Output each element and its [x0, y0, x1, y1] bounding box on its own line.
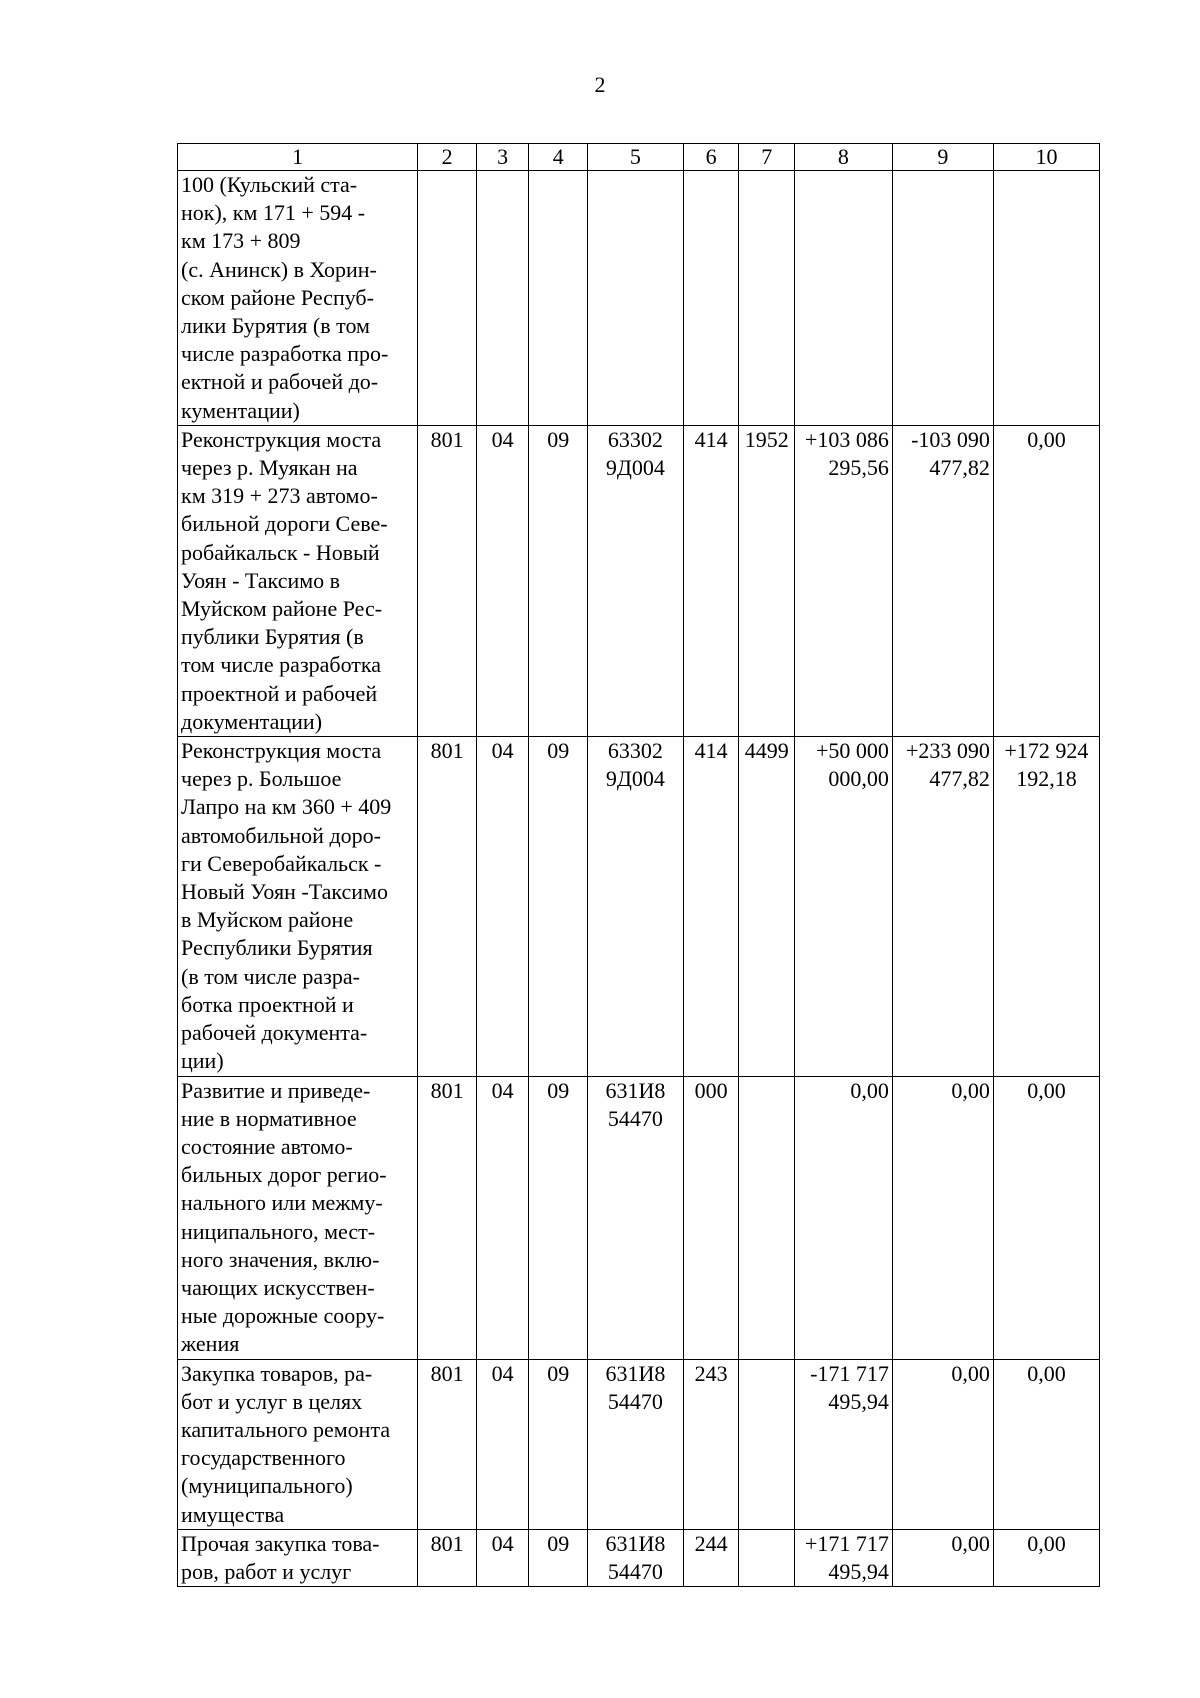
cell-col-8: +50 000 000,00 — [794, 737, 892, 1076]
cell-col-10: 0,00 — [993, 1359, 1099, 1529]
cell-col-10 — [993, 171, 1099, 426]
cell-col-9: +233 090 477,82 — [892, 737, 993, 1076]
cell-col-7 — [739, 1529, 795, 1586]
column-header: 8 — [794, 144, 892, 171]
cell-col-10: +172 924 192,18 — [993, 737, 1099, 1076]
cell-col-7: 4499 — [739, 737, 795, 1076]
cell-col-2: 801 — [418, 1529, 477, 1586]
cell-col-9: 0,00 — [892, 1359, 993, 1529]
table-row — [178, 737, 1100, 1076]
cell-col-5: 631И8 54470 — [587, 1076, 683, 1359]
cell-col-9: 0,00 — [892, 1076, 993, 1359]
cell-col-3: 04 — [476, 737, 529, 1076]
row-description: Развитие и приведе- ние в нормативное состояние автомо- бильных дорог регио- нального или межму- ниципального, мест- ного значения, вклю- чающих искусствен- ные дорожные соору- жения — [178, 1076, 418, 1359]
table-row — [178, 171, 1100, 426]
cell-col-6: 000 — [683, 1076, 739, 1359]
cell-col-2: 801 — [418, 1076, 477, 1359]
table-row — [178, 1359, 1100, 1529]
cell-col-8: -171 717 495,94 — [794, 1359, 892, 1529]
cell-col-10: 0,00 — [993, 1529, 1099, 1586]
column-header: 2 — [418, 144, 477, 171]
column-header: 10 — [993, 144, 1099, 171]
column-header: 5 — [587, 144, 683, 171]
cell-col-7 — [739, 1076, 795, 1359]
cell-col-5: 631И8 54470 — [587, 1529, 683, 1586]
column-header: 7 — [739, 144, 795, 171]
cell-col-10: 0,00 — [993, 425, 1099, 736]
row-description: Прочая закупка това- ров, работ и услуг — [178, 1529, 418, 1586]
budget-table — [177, 143, 1100, 1587]
cell-col-8 — [794, 171, 892, 426]
cell-col-2: 801 — [418, 737, 477, 1076]
page-number: 2 — [594, 72, 606, 97]
cell-col-4: 09 — [529, 1076, 588, 1359]
cell-col-8: 0,00 — [794, 1076, 892, 1359]
cell-col-8: +103 086 295,56 — [794, 425, 892, 736]
cell-col-2 — [418, 171, 477, 426]
cell-col-6: 414 — [683, 425, 739, 736]
cell-col-4 — [529, 171, 588, 426]
cell-col-3 — [476, 171, 529, 426]
row-description: Реконструкция моста через р. Большое Лапро на км 360 + 409 автомобильной доро- ги Северобайкальск - Новый Уоян -Таксимо в Муйском районе Республики Бурятия (в том числе разра- ботка проектной и рабочей документа- ции) — [178, 737, 418, 1076]
cell-col-2: 801 — [418, 1359, 477, 1529]
row-description: Закупка товаров, ра- бот и услуг в целях капитального ремонта государственного (муниципального) имущества — [178, 1359, 418, 1529]
cell-col-9 — [892, 171, 993, 426]
cell-col-2: 801 — [418, 425, 477, 736]
cell-col-8: +171 717 495,94 — [794, 1529, 892, 1586]
cell-col-7 — [739, 1359, 795, 1529]
row-description: Реконструкция моста через р. Муякан на км 319 + 273 автомо- бильной дороги Севе- робайкальск - Новый Уоян - Таксимо в Муйском районе Рес- публики Бурятия (в том числе разработка проектной и рабочей документации) — [178, 425, 418, 736]
cell-col-3: 04 — [476, 425, 529, 736]
cell-col-4: 09 — [529, 1529, 588, 1586]
cell-col-6: 243 — [683, 1359, 739, 1529]
column-header: 3 — [476, 144, 529, 171]
cell-col-4: 09 — [529, 425, 588, 736]
column-header: 9 — [892, 144, 993, 171]
cell-col-6 — [683, 171, 739, 426]
cell-col-6: 244 — [683, 1529, 739, 1586]
cell-col-9: 0,00 — [892, 1529, 993, 1586]
table-row — [178, 1529, 1100, 1586]
cell-col-5 — [587, 171, 683, 426]
cell-col-9: -103 090 477,82 — [892, 425, 993, 736]
cell-col-6: 414 — [683, 737, 739, 1076]
cell-col-5: 63302 9Д004 — [587, 737, 683, 1076]
cell-col-7: 1952 — [739, 425, 795, 736]
cell-col-4: 09 — [529, 737, 588, 1076]
cell-col-4: 09 — [529, 1359, 588, 1529]
table-row — [178, 425, 1100, 736]
cell-col-7 — [739, 171, 795, 426]
header-row — [178, 144, 1100, 171]
cell-col-5: 63302 9Д004 — [587, 425, 683, 736]
column-header: 6 — [683, 144, 739, 171]
column-header: 4 — [529, 144, 588, 171]
table-row — [178, 1076, 1100, 1359]
cell-col-10: 0,00 — [993, 1076, 1099, 1359]
cell-col-5: 631И8 54470 — [587, 1359, 683, 1529]
cell-col-3: 04 — [476, 1076, 529, 1359]
cell-col-3: 04 — [476, 1359, 529, 1529]
row-description: 100 (Кульский ста- нок), км 171 + 594 - км 173 + 809 (с. Анинск) в Хорин- ском районе Респуб- лики Бурятия (в том числе разработка про- ектной и рабочей до- кументации) — [178, 171, 418, 426]
cell-col-3: 04 — [476, 1529, 529, 1586]
column-header: 1 — [178, 144, 418, 171]
